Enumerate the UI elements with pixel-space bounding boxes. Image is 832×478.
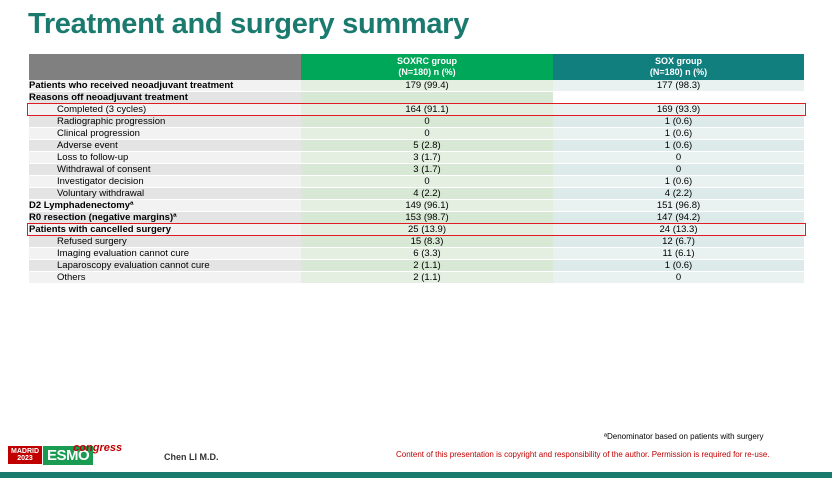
cell-soxrc: 153 (98.7): [301, 212, 553, 224]
table-row: [29, 164, 804, 176]
cell-sox: 1 (0.6): [553, 116, 804, 128]
table-row: [29, 188, 804, 200]
table-row: [29, 212, 804, 224]
table-row: [29, 260, 804, 272]
header-sox-sub: (N=180) n (%): [649, 67, 708, 77]
row-label: Adverse event: [29, 140, 301, 152]
cell-soxrc: 149 (96.1): [301, 200, 553, 212]
logo-congress-text: congress: [73, 442, 123, 454]
cell-sox: 4 (2.2): [553, 188, 804, 200]
cell-sox: 177 (98.3): [553, 80, 804, 92]
cell-sox: 12 (6.7): [553, 236, 804, 248]
cell-sox: 24 (13.3): [553, 224, 804, 236]
row-label: Patients who received neoadjuvant treatment: [29, 80, 301, 92]
header-sox-group: [553, 54, 804, 80]
treatment-summary-table: [29, 54, 804, 284]
cell-soxrc: 4 (2.2): [301, 188, 553, 200]
table-row: [29, 116, 804, 128]
cell-soxrc: 3 (1.7): [301, 164, 553, 176]
row-label: Refused surgery: [29, 236, 301, 248]
cell-soxrc: 0: [301, 176, 553, 188]
table-row: [29, 176, 804, 188]
cell-soxrc: 15 (8.3): [301, 236, 553, 248]
cell-soxrc: 0: [301, 116, 553, 128]
table-header: [29, 54, 804, 80]
cell-soxrc: 25 (13.9): [301, 224, 553, 236]
row-label: Clinical progression: [29, 128, 301, 140]
cell-sox: 1 (0.6): [553, 260, 804, 272]
cell-sox: 169 (93.9): [553, 104, 804, 116]
table-row: [29, 200, 804, 212]
cell-sox: 0: [553, 164, 804, 176]
cell-sox: 1 (0.6): [553, 140, 804, 152]
logo-city: MADRID: [11, 447, 39, 455]
row-label: Laparoscopy evaluation cannot cure: [29, 260, 301, 272]
page-title: Treatment and surgery summary: [28, 8, 469, 40]
table-row: [29, 128, 804, 140]
table-footnote: ªDenominator based on patients with surgery: [604, 432, 764, 441]
cell-sox: 1 (0.6): [553, 128, 804, 140]
bottom-accent-bar: [0, 472, 832, 478]
header-sox-label: SOX group: [655, 55, 702, 66]
row-label: Withdrawal of consent: [29, 164, 301, 176]
header-soxrc-label: SOXRC group: [397, 55, 457, 66]
table-row: [29, 92, 804, 104]
row-label: Patients with cancelled surgery: [29, 224, 301, 236]
logo-madrid-block: [8, 446, 42, 465]
summary-table-container: [29, 54, 804, 284]
cell-sox: [553, 92, 804, 104]
presenter-name: Chen LI M.D.: [164, 452, 219, 462]
row-label: R0 resection (negative margins)ª: [29, 212, 301, 224]
row-label: Others: [29, 272, 301, 284]
table-row: [29, 236, 804, 248]
cell-soxrc: [301, 92, 553, 104]
table-row: [29, 248, 804, 260]
row-label: Completed (3 cycles): [29, 104, 301, 116]
row-label: D2 Lymphadenectomyª: [29, 200, 301, 212]
header-soxrc-group: [301, 54, 553, 80]
table-row: [29, 104, 804, 116]
cell-soxrc: 6 (3.3): [301, 248, 553, 260]
row-label: Investigator decision: [29, 176, 301, 188]
table-row: [29, 80, 804, 92]
table-row: [29, 152, 804, 164]
table-body: [29, 80, 804, 284]
table-row: [29, 272, 804, 284]
header-blank-cell: [29, 54, 301, 80]
logo-year: 2023: [17, 455, 33, 462]
row-label: Reasons off neoadjuvant treatment: [29, 92, 301, 104]
cell-soxrc: 0: [301, 128, 553, 140]
row-label: Imaging evaluation cannot cure: [29, 248, 301, 260]
cell-soxrc: 2 (1.1): [301, 272, 553, 284]
cell-soxrc: 5 (2.8): [301, 140, 553, 152]
cell-soxrc: 179 (99.4): [301, 80, 553, 92]
row-label: Loss to follow-up: [29, 152, 301, 164]
header-soxrc-sub: (N=180) n (%): [398, 67, 456, 77]
copyright-notice: Content of this presentation is copyright and responsibility of the author. Permission is required for re-use.: [396, 450, 770, 459]
cell-sox: 0: [553, 152, 804, 164]
table-row: [29, 224, 804, 236]
cell-sox: 151 (96.8): [553, 200, 804, 212]
table-header-row: [29, 54, 804, 80]
row-label: Voluntary withdrawal: [29, 188, 301, 200]
cell-sox: 1 (0.6): [553, 176, 804, 188]
esmo-logo: [8, 444, 122, 466]
logo-esmo-text: ESMO: [43, 446, 93, 465]
row-label: Radiographic progression: [29, 116, 301, 128]
table-row: [29, 140, 804, 152]
cell-soxrc: 164 (91.1): [301, 104, 553, 116]
cell-soxrc: 3 (1.7): [301, 152, 553, 164]
cell-soxrc: 2 (1.1): [301, 260, 553, 272]
cell-sox: 0: [553, 272, 804, 284]
cell-sox: 11 (6.1): [553, 248, 804, 260]
cell-sox: 147 (94.2): [553, 212, 804, 224]
